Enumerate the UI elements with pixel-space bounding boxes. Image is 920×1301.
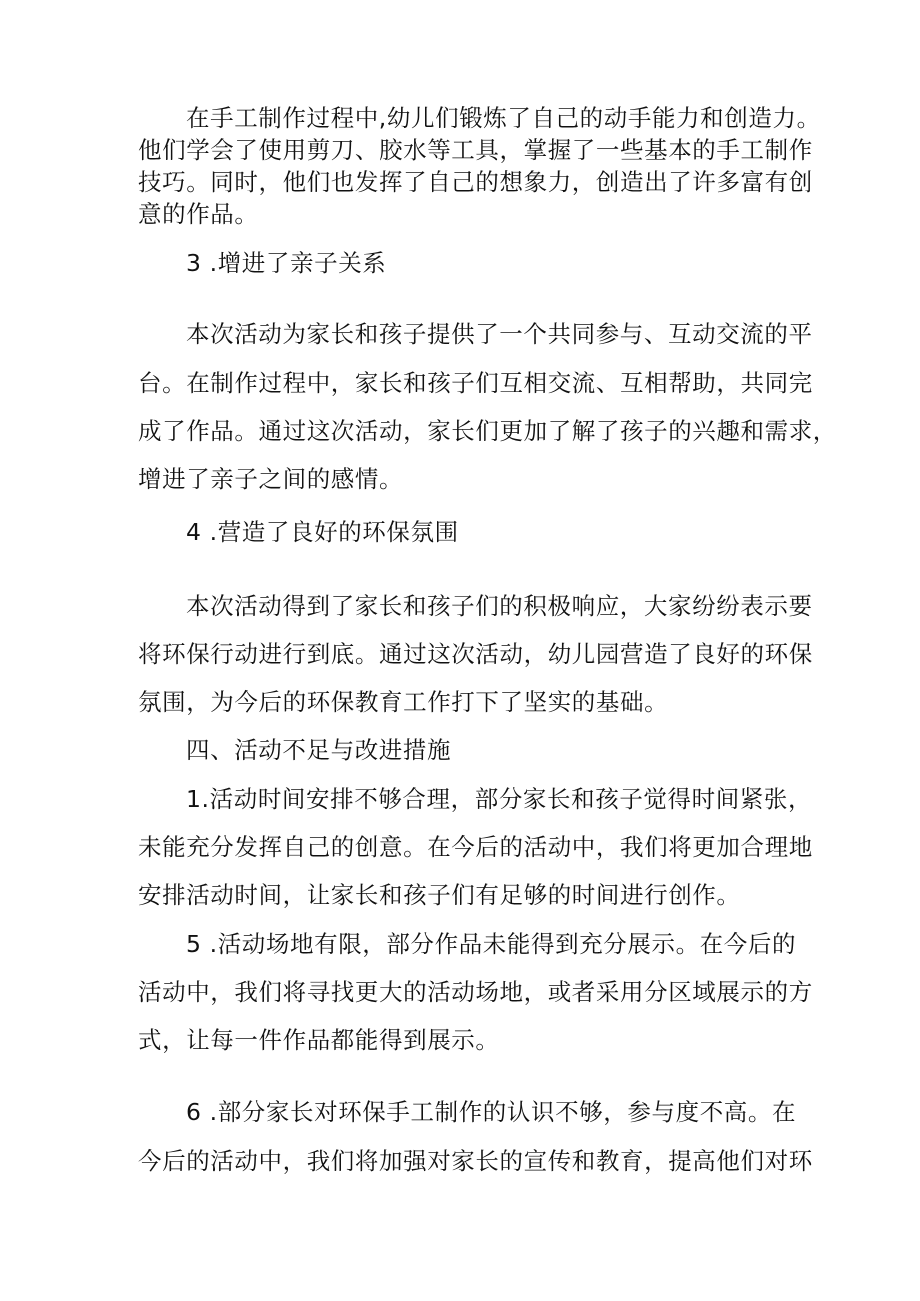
paragraph-2-line-4: 增进了亲子之间的感情。 — [138, 465, 404, 493]
item-1-line-3: 安排活动时间，让家长和孩子们有足够的时间进行创作。 — [138, 881, 741, 909]
paragraph-3-line-3: 氛围，为今后的环保教育工作打下了坚实的基础。 — [138, 688, 669, 716]
item-6-line-1: 6 .部分家长对环保手工制作的认识不够，参与度不高。在 — [186, 1098, 797, 1126]
item-5-line-3: 式，让每一件作品都能得到展示。 — [138, 1026, 500, 1054]
item-5-line-1: 5 .活动场地有限，部分作品未能得到充分展示。在今后的 — [186, 930, 797, 958]
heading-3: 3 .增进了亲子关系 — [186, 249, 387, 277]
paragraph-2-line-2: 台。在制作过程中，家长和孩子们互相交流、互相帮助，共同完 — [138, 369, 813, 397]
paragraph-1-line-1: 在手工制作过程中,幼儿们锻炼了自己的动手能力和创造力。 — [186, 104, 821, 132]
paragraph-1-line-3: 技巧。同时，他们也发挥了自己的想象力，创造出了许多富有创 — [138, 168, 813, 196]
paragraph-3-line-2: 将环保行动进行到底。通过这次活动，幼儿园营造了良好的环保 — [138, 640, 813, 668]
paragraph-1-line-2: 他们学会了使用剪刀、胶水等工具，掌握了一些基本的手工制作 — [138, 136, 813, 164]
heading-4: 4 .营造了良好的环保氛围 — [186, 518, 459, 546]
item-5-line-2: 活动中，我们将寻找更大的活动场地，或者采用分区域展示的方 — [138, 978, 813, 1006]
item-1-line-1: 1.活动时间安排不够合理，部分家长和孩子觉得时间紧张， — [186, 785, 813, 813]
paragraph-1-line-4: 意的作品。 — [138, 200, 259, 228]
paragraph-2-line-3: 成了作品。通过这次活动，家长们更加了解了孩子的兴趣和需求， — [138, 417, 837, 445]
section-4-heading: 四、活动不足与改进措施 — [186, 736, 452, 764]
item-1-line-2: 未能充分发挥自己的创意。在今后的活动中，我们将更加合理地 — [138, 833, 813, 861]
item-6-line-2: 今后的活动中，我们将加强对家长的宣传和教育，提高他们对环 — [138, 1147, 813, 1175]
paragraph-2-line-1: 本次活动为家长和孩子提供了一个共同参与、互动交流的平 — [186, 320, 813, 348]
paragraph-3-line-1: 本次活动得到了家长和孩子们的积极响应，大家纷纷表示要 — [186, 592, 813, 620]
